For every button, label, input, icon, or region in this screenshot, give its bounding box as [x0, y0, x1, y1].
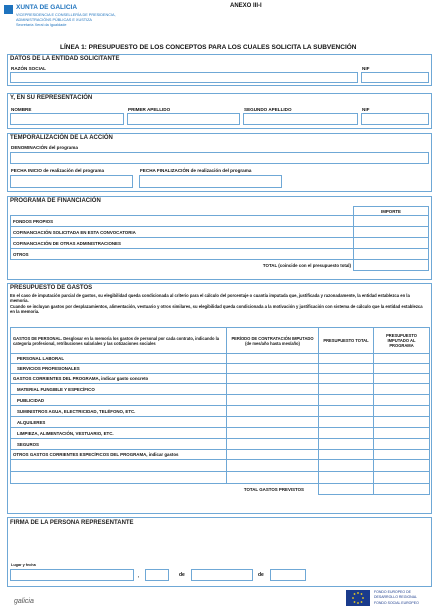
- rep-nif-label: NIF: [362, 107, 370, 112]
- periodo-input[interactable]: [227, 354, 319, 364]
- lugar-input[interactable]: [10, 569, 134, 581]
- fecha-inicio-label: FECHA INICIO de realización del programa: [11, 168, 105, 173]
- fecha-fin-input[interactable]: [139, 175, 282, 188]
- header: [4, 3, 434, 39]
- total-input[interactable]: [319, 428, 374, 439]
- table-row: [11, 460, 430, 472]
- dept-line-1: VICEPRESIDENCIA E CONSELLERÍA DE PRESIDENCIA,: [16, 13, 116, 17]
- lugar-label: Lugar y fecha: [11, 563, 36, 567]
- total-input[interactable]: [319, 417, 374, 428]
- imputado-input[interactable]: [374, 395, 430, 406]
- financiacion-row-label: FONDOS PROPIOS: [11, 216, 354, 227]
- firma-title: FIRMA DE LA PERSONA REPRESENTANTE: [10, 520, 134, 526]
- table-row: [11, 227, 429, 238]
- personal-row-label: SERVICIOS PROFESIONALES: [11, 364, 227, 374]
- corriente-row-label: ALQUILERES: [11, 417, 227, 428]
- financiacion-row-label: COFINANCIACIÓN DE OTRAS ADMINISTRACIONES: [11, 238, 354, 249]
- periodo-input[interactable]: [227, 428, 319, 439]
- imputado-input[interactable]: [374, 450, 430, 460]
- imputado-input[interactable]: [374, 364, 430, 374]
- gastos-col-total: PRESUPUESTO TOTAL: [319, 328, 374, 354]
- financiacion-table: [10, 206, 429, 271]
- periodo-input[interactable]: [227, 395, 319, 406]
- comma-label: ,: [138, 573, 140, 578]
- imputado-input[interactable]: [374, 428, 430, 439]
- corriente-row-label: SUMINISTROS AGUA, ELECTRICIDAD, TELÉFONO, ETC.: [11, 406, 227, 417]
- table-row: [11, 417, 430, 428]
- total-input[interactable]: [319, 364, 374, 374]
- annex-label: ANEXO III-I: [230, 3, 262, 9]
- table-row: [11, 374, 430, 384]
- rep-nif-input[interactable]: [361, 113, 429, 125]
- imputado-input[interactable]: [374, 439, 430, 450]
- periodo-input[interactable]: [227, 406, 319, 417]
- total-input[interactable]: [319, 450, 374, 460]
- galicia-logo: galicia: [14, 598, 34, 605]
- eu-flag-icon: [346, 590, 370, 606]
- razon-social-label: RAZÓN SOCIAL: [11, 66, 46, 71]
- total-input[interactable]: [319, 460, 374, 472]
- financiacion-row-label: OTROS: [11, 249, 354, 260]
- corrientes-title: GASTOS CORRIENTES DEL PROGRAMA, indicar gasto concreto: [11, 374, 227, 384]
- corriente-row-label: PUBLICIDAD: [11, 395, 227, 406]
- periodo-input[interactable]: [227, 364, 319, 374]
- dia-input[interactable]: [145, 569, 169, 581]
- periodo-input[interactable]: [227, 450, 319, 460]
- main-title: LÍNEA 1: PRESUPUESTO DE LOS CONCEPTOS PARA LOS CUALES SOLICITA LA SUBVENCIÓN: [60, 44, 357, 51]
- xunta-logo-icon: [4, 5, 13, 14]
- table-row: [11, 428, 430, 439]
- de-label-2: de: [258, 572, 264, 578]
- imputado-input[interactable]: [374, 460, 430, 472]
- total-input[interactable]: [319, 374, 374, 384]
- nombre-input[interactable]: [10, 113, 124, 125]
- denominacion-label: DENOMINACIÓN del programa: [11, 145, 78, 150]
- dept-line-3: Secretaría Xeral da Igualdade: [16, 23, 67, 27]
- financiacion-title: PROGRAMA DE FINANCIACIÓN: [10, 198, 101, 204]
- imputado-input[interactable]: [374, 472, 430, 484]
- fecha-fin-label: FECHA FINALIZACIÓN de realización del programa: [140, 168, 252, 173]
- imputado-input[interactable]: [374, 354, 430, 364]
- periodo-input[interactable]: [227, 460, 319, 472]
- total-input[interactable]: [319, 354, 374, 364]
- importe-input[interactable]: [354, 249, 429, 260]
- fecha-inicio-input[interactable]: [10, 175, 133, 188]
- gastos-total-label: TOTAL GASTOS PREVISTOS: [243, 486, 304, 492]
- importe-input[interactable]: [354, 216, 429, 227]
- table-row: [11, 472, 430, 484]
- financiacion-col-importe: IMPORTE: [354, 207, 429, 216]
- financiacion-total-label: TOTAL (coincide con el presupuesto total): [262, 262, 351, 268]
- corriente-row-label: SEGUROS: [11, 439, 227, 450]
- imputado-total-input[interactable]: [374, 484, 430, 495]
- corriente-row-label: MATERIAL FUNGIBLE Y ESPECÍFICO: [11, 384, 227, 395]
- anio-input[interactable]: [270, 569, 306, 581]
- importe-input[interactable]: [354, 238, 429, 249]
- table-row: [11, 484, 430, 495]
- importe-input[interactable]: [354, 227, 429, 238]
- gastos-title: PRESUPUESTO DE GASTOS: [10, 285, 93, 291]
- table-row: [11, 354, 430, 364]
- table-row: [11, 364, 430, 374]
- eu-line-2: DESARROLLO REGIONAL: [374, 595, 417, 599]
- imputado-input[interactable]: [374, 384, 430, 395]
- total-input[interactable]: [319, 384, 374, 395]
- corriente-row-label: LIMPIEZA, ALIMENTACIÓN, VESTUARIO, ETC.: [11, 428, 227, 439]
- dept-line-2: ADMINISTRACIÓNS PÚBLICAS E XUSTIZA: [16, 18, 92, 22]
- primer-apellido-input[interactable]: [127, 113, 240, 125]
- total-input[interactable]: [319, 395, 374, 406]
- org-name: XUNTA DE GALICIA: [16, 4, 78, 11]
- table-row: [11, 406, 430, 417]
- table-row: [11, 260, 429, 271]
- gastos-col-desc: GASTOS DE PERSONAL. Desglosar en la memoria los gastos de personal por cada contrato, indicando la categoría profesional, retribuciones salariales y las cotizaciones sociales: [11, 328, 227, 354]
- razon-social-input[interactable]: [10, 72, 358, 83]
- eu-line-1: FONDO EUROPEO DE: [374, 590, 411, 594]
- nombre-label: NOMBRE: [11, 107, 32, 112]
- otros-input[interactable]: [11, 472, 227, 484]
- imputado-input[interactable]: [374, 406, 430, 417]
- table-row: [11, 384, 430, 395]
- mes-input[interactable]: [191, 569, 253, 581]
- total-gastos-input[interactable]: [319, 484, 374, 495]
- total-input[interactable]: [319, 472, 374, 484]
- periodo-input[interactable]: [227, 384, 319, 395]
- table-row: [11, 395, 430, 406]
- periodo-input[interactable]: [227, 417, 319, 428]
- table-row: [11, 249, 429, 260]
- temporalizacion-title: TEMPORALIZACIÓN DE LA ACCIÓN: [10, 135, 113, 141]
- total-input[interactable]: [319, 439, 374, 450]
- financiacion-row-label: COFINANCIACIÓN SOLICITADA EN ESTA CONVOCATORIA: [11, 227, 354, 238]
- imputado-input[interactable]: [374, 417, 430, 428]
- solicitante-title: DATOS DE LA ENTIDAD SOLICITANTE: [10, 56, 120, 62]
- table-row: [11, 450, 430, 460]
- gastos-paragraph-1: En el caso de imputación parcial de gastos, su elegibilidad queda condicionada al criterio para el cálculo del porcentaje o cuantía imputada que, justificada y razonadamente, la entidad establezca en la memoria.: [10, 293, 410, 303]
- periodo-input[interactable]: [227, 472, 319, 484]
- periodo-input[interactable]: [227, 439, 319, 450]
- segundo-apellido-input[interactable]: [243, 113, 358, 125]
- table-row: [11, 216, 429, 227]
- de-label-1: de: [179, 572, 185, 578]
- primer-apellido-label: PRIMER APELLIDO: [128, 107, 171, 112]
- nif-input[interactable]: [361, 72, 429, 83]
- otros-title: OTROS GASTOS CORRIENTES ESPECÍFICOS DEL PROGRAMA, indicar gastos: [11, 450, 227, 460]
- table-row: [11, 439, 430, 450]
- periodo-input[interactable]: [227, 374, 319, 384]
- gastos-table: [10, 327, 430, 495]
- otros-input[interactable]: [11, 460, 227, 472]
- gastos-paragraph-2: Cuando se incluyan gastos por desplazamientos, alimentación, vestuario y otros similares, su elegibilidad queda condicionada a la motivación y justificación con sistema de cálculo que la entidad establezca en la memoria.: [10, 304, 423, 314]
- imputado-input[interactable]: [374, 374, 430, 384]
- gastos-col-periodo: PERÍODO DE CONTRATACIÓN IMPUTADO (de mes/año hasta mes/año): [227, 328, 319, 354]
- representacion-title: Y, EN SU REPRESENTACIÓN: [10, 95, 93, 101]
- table-row: [11, 238, 429, 249]
- total-input[interactable]: [319, 406, 374, 417]
- gastos-col-imputado: PRESUPUESTO IMPUTADO AL PROGRAMA: [374, 328, 430, 354]
- nif-label: NIF: [362, 66, 370, 71]
- segundo-apellido-label: SEGUNDO APELLIDO: [244, 107, 292, 112]
- importe-total-input[interactable]: [354, 260, 429, 271]
- denominacion-input[interactable]: [10, 152, 429, 164]
- eu-line-3: FONDO SOCIAL EUROPEO: [374, 601, 419, 605]
- personal-row-label: PERSONAL LABORAL: [11, 354, 227, 364]
- financiacion-head-empty: [11, 207, 354, 216]
